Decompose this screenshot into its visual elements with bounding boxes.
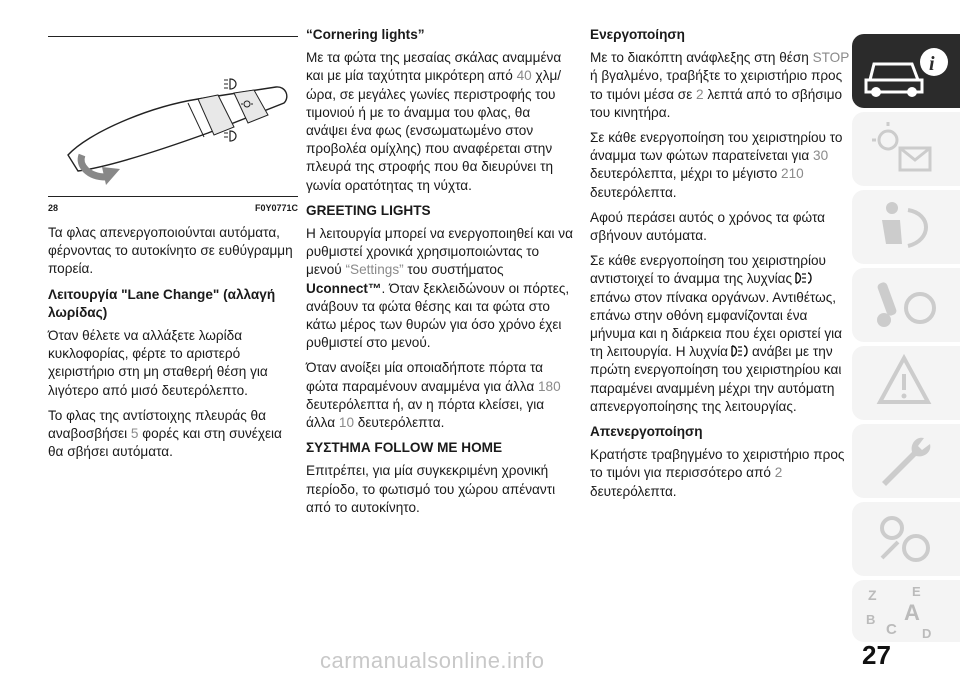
- emergency-icon: [852, 346, 960, 420]
- column-middle: [306, 26, 574, 524]
- warning-lights-icon: [852, 112, 960, 186]
- column-left: [48, 36, 298, 468]
- paragraph-greeting: Η λειτουργία μπορεί να ενεργοποιηθεί και να ρυθμιστεί χρονικά χρησιμοποιώντας το μενού “Settings” του συστήματος Uconnect™. Όταν ξεκλειδώνουν οι πόρτες, ανάβουν τα φώτα θέσης και τα φώτα στο κάτω μέρος των θυρών για όσο χρόνο έχει ρυθμιστεί στο μενού.: [306, 226, 573, 351]
- paragraph-lane-flash: Το φλας της αντίστοιχης πλευράς θα αναβοσβήσει 5 φορές και στη συνέχεια θα σβήσει αυτόματα.: [48, 407, 282, 460]
- svg-text:C: C: [886, 621, 897, 638]
- column-right: [590, 26, 850, 508]
- svg-text:E: E: [912, 584, 921, 599]
- paragraph-door-open: Όταν ανοίξει μία οποιαδήποτε πόρτα τα φώτα παραμένουν αναμμένα για άλλα 180 δευτερόλεπτα ή, αν η πόρτα κλείσει, για άλλα 10 δευτερόλεπτα.: [306, 360, 561, 431]
- paragraph-deactivation: Κρατήστε τραβηγμένο το χειριστήριο προς το τιμόνι για περισσότερο από 2 δευτερόλεπτα.: [590, 447, 845, 499]
- tab-technical-data[interactable]: [852, 502, 960, 576]
- svg-text:A: A: [904, 600, 920, 625]
- paragraph-indicator-auto-off: Τα φλας απενεργοποιούνται αυτόματα, φέρνοντας το αυτοκίνητο σε ευθύγραμμη πορεία.: [48, 225, 293, 277]
- tab-car-info[interactable]: [852, 34, 960, 108]
- starting-driving-icon: [852, 268, 960, 342]
- figure-caption: [48, 196, 298, 213]
- figure-page-ref: 28: [48, 203, 59, 213]
- paragraph-warning-light: Σε κάθε ενεργοποίηση του χειριστηρίου αντιστοιχεί το άναμμα της λυχνίαςεπάνω στον πίνακα οργάνων. Αντιθέτως, επάνω στην οθόνη εμφανίζονται ένα μήνυμα και η διάρκεια που έχει οριστεί για τη λειτουργία. Η λυχνία ανάβει με την πρώτη ενεργοποίηση του χειριστηρίου και παραμένει αναμμένη μέχρι την αυτόματη απενεργοποίησης της λειτουργίας.: [590, 253, 843, 414]
- tab-maintenance[interactable]: [852, 424, 960, 498]
- stalk-lever: [48, 37, 298, 195]
- watermark: carmanualsonline.info: [320, 648, 545, 673]
- svg-text:i: i: [929, 53, 935, 75]
- front-fog-icon: [224, 131, 236, 141]
- paragraph-lane-change: Όταν θέλετε να αλλάξετε λωρίδα κυκλοφορίας, φέρτε το αριστερό χειριστήριο στη μη σταθερή θέση για λιγότερο από μισό δευτερόλεπτο.: [48, 328, 268, 398]
- tab-safety[interactable]: [852, 190, 960, 264]
- tab-emergency[interactable]: [852, 346, 960, 420]
- lever-figure: [48, 36, 298, 194]
- tab-warning-lights[interactable]: [852, 112, 960, 186]
- follow-me-home-icon: [793, 271, 815, 285]
- heading-activation: Ενεργοποίηση: [590, 27, 685, 42]
- high-beam-auto-icon: [224, 79, 236, 89]
- tab-index[interactable]: [852, 580, 960, 642]
- svg-text:Z: Z: [868, 587, 877, 603]
- paragraph-auto-off: Αφού περάσει αυτός ο χρόνος τα φώτα σβήνουν αυτόματα.: [590, 209, 826, 244]
- svg-text:B: B: [866, 612, 876, 627]
- heading-lane-change: Λειτουργία "Lane Change" (αλλαγή λωρίδας): [48, 286, 276, 320]
- svg-text:D: D: [922, 626, 932, 641]
- tab-starting-driving[interactable]: [852, 268, 960, 342]
- chapter-tabs: [852, 34, 960, 641]
- follow-me-home-icon: [729, 344, 751, 358]
- heading-cornering-lights: “Cornering lights”: [306, 27, 425, 42]
- figure-code: F0Y0771C: [254, 203, 298, 213]
- paragraph-activation: Με το διακόπτη ανάφλεξης στη θέση STOP ή βγαλμένο, τραβήξτε το χειριστήριο προς το τιμόνι μέσα σε 2 λεπτά από το σβήσιμο του κινητήρα.: [590, 50, 850, 120]
- heading-greeting-lights: GREETING LIGHTS: [306, 202, 431, 218]
- index-icon: [852, 580, 960, 642]
- safety-icon: [852, 190, 960, 264]
- paragraph-extension: Σε κάθε ενεργοποίηση του χειριστηρίου το άναμμα των φώτων παρατείνεται για 30 δευτερόλεπτα, μέχρι το μέγιστο 210 δευτερόλεπτα.: [590, 130, 843, 200]
- page-number: 27: [862, 640, 891, 670]
- paragraph-follow-me-home: Επιτρέπει, για μία συγκεκριμένη χρονική περίοδο, το φωτισμό του χώρου απέναντι από το αυτοκίνητο.: [306, 463, 556, 515]
- heading-deactivation: Απενεργοποίηση: [590, 424, 703, 440]
- car-info-icon: [852, 34, 960, 108]
- heading-follow-me-home: ΣΥΣΤΗΜΑ FOLLOW ME HOME: [306, 440, 503, 456]
- paragraph-cornering: Με τα φώτα της μεσαίας σκάλας αναμμένα και με μία ταχύτητα μικρότερη από 40 χλμ/ώρα, σε μεγάλες γωνίες περιστροφής του τιμονιού ή με το άναμμα του φλας, θα ανάψει ένα φως (ενσωματωμένο στον προβολέα ομίχλης) που αναφέρεται στην πλευρά της στροφής που θα διευρύνει τη γωνία ορατότητας τη νύχτα.: [306, 50, 562, 193]
- maintenance-icon: [852, 424, 960, 498]
- technical-data-icon: [852, 502, 960, 576]
